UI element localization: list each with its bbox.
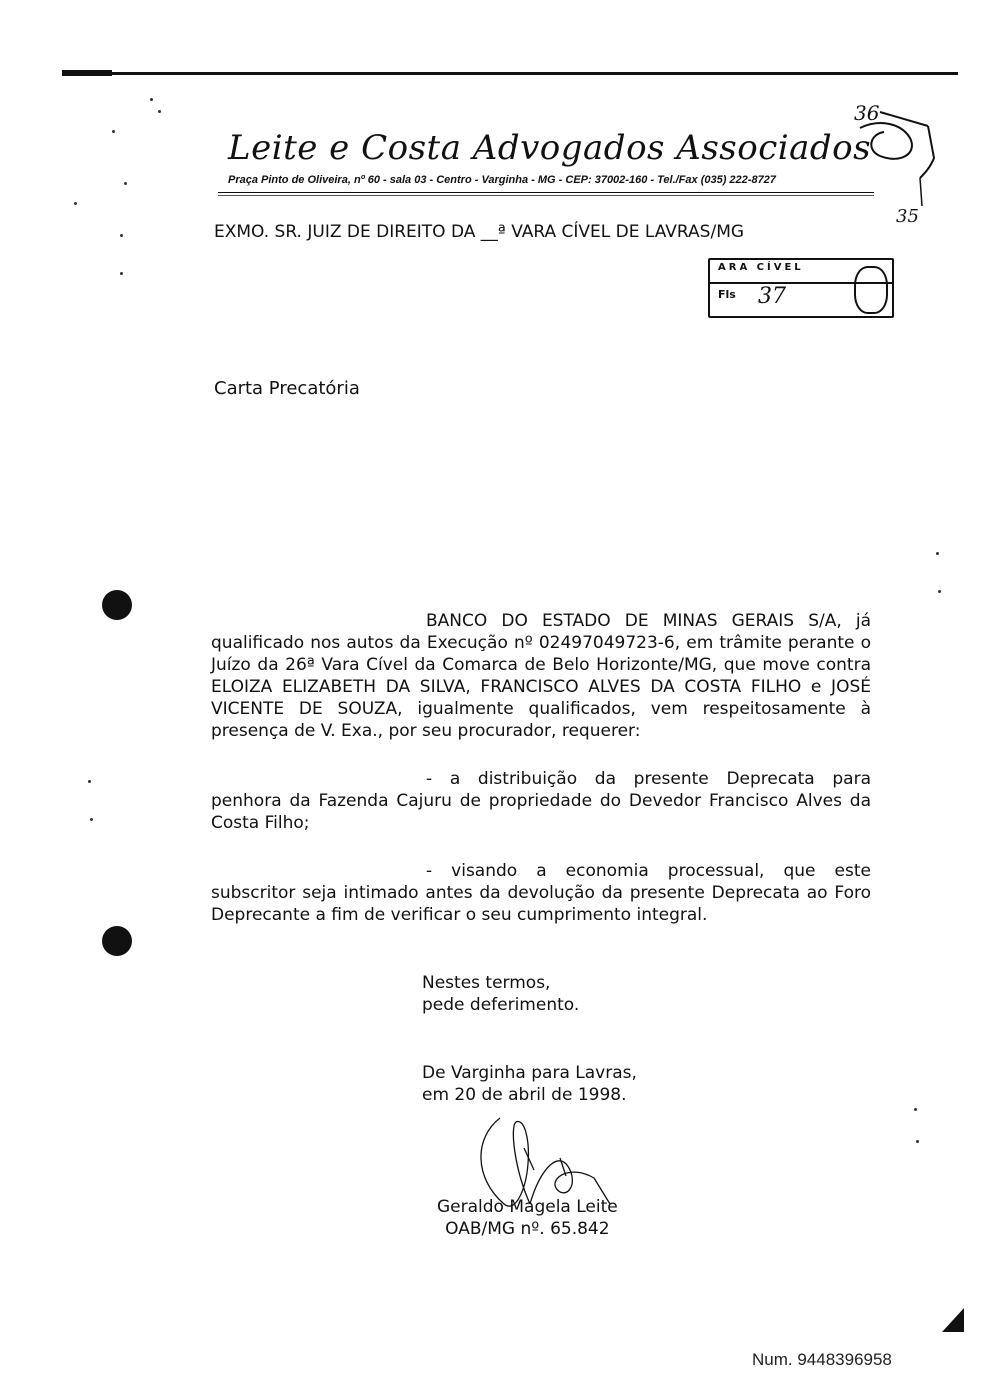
scan-speck bbox=[158, 110, 161, 113]
signer-block bbox=[437, 1196, 618, 1240]
document-title: Carta Precatória bbox=[214, 378, 360, 399]
top-border-mark bbox=[62, 70, 112, 76]
stamp-folio-number: 37 bbox=[758, 284, 786, 309]
scan-speck bbox=[120, 234, 123, 237]
stamp-seal-icon bbox=[854, 266, 888, 314]
scan-speck bbox=[914, 1108, 917, 1111]
letterhead-rule bbox=[218, 192, 874, 193]
scan-speck bbox=[90, 818, 93, 821]
scan-speck bbox=[150, 98, 153, 101]
corner-marker-icon bbox=[940, 1308, 964, 1332]
closing-line-2: pede deferimento. bbox=[422, 995, 580, 1015]
top-border-rule bbox=[62, 72, 958, 75]
punch-hole-icon bbox=[102, 590, 132, 620]
closing-place: De Varginha para Lavras, bbox=[422, 1063, 637, 1083]
body-paragraph-3: - visando a economia processual, que este subscritor seja intimado antes da devolução da presente Deprecata ao Foro Deprecante a fim de verificar o seu cumprimento integral. bbox=[211, 861, 871, 925]
scan-speck bbox=[124, 182, 127, 185]
stamp-header: ARA CÍVEL bbox=[718, 262, 804, 273]
scan-speck bbox=[938, 590, 941, 593]
closing-block bbox=[422, 972, 579, 1016]
page-number-mark-icon bbox=[840, 98, 940, 228]
signer-registration: OAB/MG nº. 65.842 bbox=[445, 1219, 610, 1239]
letterhead-rule-secondary bbox=[218, 195, 874, 196]
stamp-folio-label: Fls bbox=[718, 288, 736, 301]
punch-hole-icon bbox=[102, 926, 132, 956]
closing-date: em 20 de abril de 1998. bbox=[422, 1085, 627, 1105]
handwritten-page-number-low: 35 bbox=[896, 206, 919, 227]
body-paragraph-1: BANCO DO ESTADO DE MINAS GERAIS S/A, já qualificado nos autos da Execução nº 02497049723-6, em trâmite perante o Juízo da 26ª Vara Cível da Comarca de Belo Horizonte/MG, que move contra ELOIZA ELIZABETH DA SILVA, FRANCISCO ALVES DA COSTA FILHO e JOSÉ VICENTE DE SOUZA, igualmente qualificados, vem respeitosamente à presença de V. Exa., por seu procurador, requerer: bbox=[211, 611, 871, 741]
handwritten-page-number: 36 bbox=[854, 101, 880, 125]
scan-speck bbox=[916, 1140, 919, 1143]
closing-line-1: Nestes termos, bbox=[422, 973, 551, 993]
addressee-line: EXMO. SR. JUIZ DE DIREITO DA __ª VARA CÍVEL DE LAVRAS/MG bbox=[214, 222, 745, 242]
letterhead-firm-name: Leite e Costa Advogados Associados bbox=[228, 128, 872, 168]
place-date-block bbox=[422, 1062, 637, 1106]
court-stamp bbox=[708, 258, 894, 318]
signer-name: Geraldo Magela Leite bbox=[437, 1197, 618, 1217]
scan-speck bbox=[74, 202, 77, 205]
body-paragraph-2: - a distribuição da presente Deprecata para penhora da Fazenda Cajuru de propriedade do Devedor Francisco Alves da Costa Filho; bbox=[211, 769, 871, 833]
letterhead-address: Praça Pinto de Oliveira, nº 60 - sala 03 - Centro - Varginha - MG - CEP: 37002-160 - Tel./Fax (035) 222-8727 bbox=[228, 174, 776, 186]
scan-speck bbox=[88, 780, 91, 783]
scan-speck bbox=[112, 130, 115, 133]
scan-speck bbox=[120, 272, 123, 275]
scan-speck bbox=[936, 552, 939, 555]
document-number: Num. 9448396958 bbox=[752, 1350, 892, 1369]
